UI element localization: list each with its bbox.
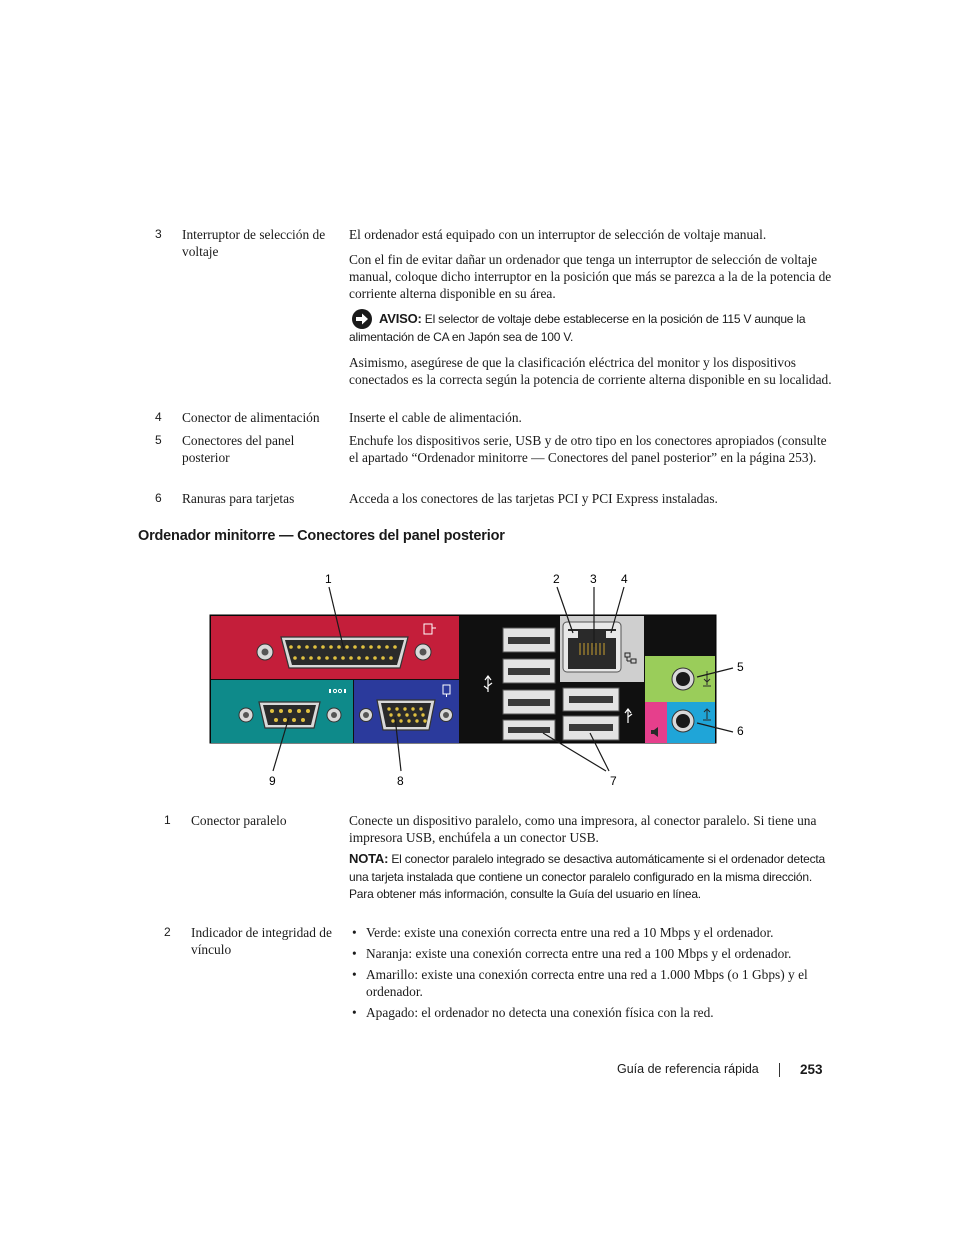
back-panel-figure xyxy=(0,565,954,805)
page-number: 253 xyxy=(800,1062,823,1077)
paragraph: Con el fin de evitar dañar un ordenador que tenga un interruptor de selección de voltaje manual, coloque dicho interruptor en la posición que más se parezca a la de la potencia de corriente alterna disponible en su área. xyxy=(349,252,832,301)
row-number: 1 xyxy=(164,813,171,827)
row-description xyxy=(349,812,827,904)
notice-label: AVISO: xyxy=(379,311,422,326)
row-description xyxy=(349,924,827,1025)
footer-divider xyxy=(779,1063,780,1077)
link-status-list xyxy=(349,924,827,1021)
callout-9: 9 xyxy=(269,774,276,788)
row-label: Conectores del panel posterior xyxy=(182,433,295,465)
row-description: Enchufe los dispositivos serie, USB y de otro tipo en los conectores apropiados (consulte el apartado “Ordenador minitorre — Conectores del panel posterior” en la página 253). xyxy=(349,433,827,465)
list-item: • Naranja: existe una conexión correcta entre una red a 100 Mbps y el ordenador. xyxy=(352,946,792,961)
row-label: Indicador de integridad de vínculo xyxy=(191,925,332,957)
list-item: • Apagado: el ordenador no detecta una conexión física con la red. xyxy=(352,1005,714,1020)
callout-6: 6 xyxy=(737,724,744,738)
list-item: • Amarillo: existe una conexión correcta entre una red a 1.000 Mbps (o 1 Gbps) y el ordenador. xyxy=(352,967,808,999)
row-label: Conector paralelo xyxy=(191,813,287,828)
paragraph: El ordenador está equipado con un interruptor de selección de voltaje manual. xyxy=(349,227,767,242)
row-description: Inserte el cable de alimentación. xyxy=(349,410,522,425)
callout-3: 3 xyxy=(590,572,597,586)
row-number: 4 xyxy=(155,410,162,424)
row-number: 5 xyxy=(155,433,162,447)
section-title: Ordenador minitorre — Conectores del panel posterior xyxy=(138,528,505,544)
row-label: Interruptor de selección de voltaje xyxy=(182,227,326,259)
footer-title: Guía de referencia rápida xyxy=(617,1062,759,1076)
note-block xyxy=(349,850,827,904)
callout-1: 1 xyxy=(325,572,332,586)
callout-4: 4 xyxy=(621,572,628,586)
note-text: El conector paralelo integrado se desactiva automáticamente si el ordenador detecta una tarjeta instalada que contiene un conector paralelo configurado en la misma dirección. Para obtener más información, consulte la Guía del usuario en línea. xyxy=(349,852,826,901)
row-number: 3 xyxy=(155,227,162,241)
callout-8: 8 xyxy=(397,774,404,788)
paragraph: Asimismo, asegúrese de que la clasificación eléctrica del monitor y los dispositivos conectados es la correcta según la potencia de corriente alterna disponible en su localidad. xyxy=(349,355,832,387)
notice-text: El selector de voltaje debe establecerse en la posición de 115 V aunque la alimentación de CA en Japón sea de 100 V. xyxy=(349,312,806,344)
note-label: NOTA: xyxy=(349,851,389,866)
row-label: Conector de alimentación xyxy=(182,410,320,425)
paragraph: Conecte un dispositivo paralelo, como una impresora, al conector paralelo. Si tiene una impresora USB, enchúfela a un conector USB. xyxy=(349,813,817,845)
row-description xyxy=(349,226,837,396)
callout-2: 2 xyxy=(553,572,560,586)
notice-block xyxy=(349,310,837,346)
row-number: 6 xyxy=(155,491,162,505)
list-item: • Verde: existe una conexión correcta entre una red a 10 Mbps y el ordenador. xyxy=(352,925,774,940)
row-description: Acceda a los conectores de las tarjetas PCI y PCI Express instaladas. xyxy=(349,491,718,506)
callout-5: 5 xyxy=(737,660,744,674)
row-label: Ranuras para tarjetas xyxy=(182,491,295,506)
notice-arrow-icon xyxy=(351,308,373,330)
callout-7: 7 xyxy=(610,774,617,788)
row-number: 2 xyxy=(164,925,171,939)
